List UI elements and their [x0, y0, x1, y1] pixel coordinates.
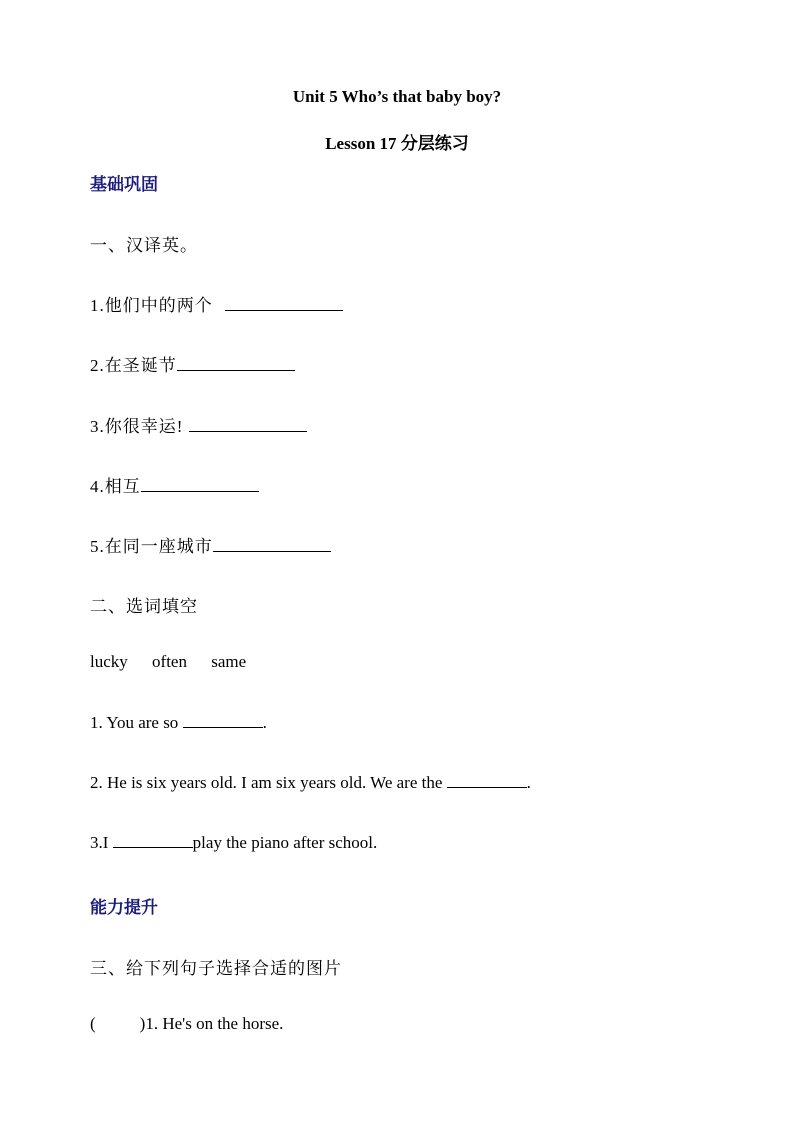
page-subtitle: Lesson 17 分层练习: [325, 134, 469, 153]
question-text-end: play the piano after school.: [192, 833, 378, 852]
answer-blank[interactable]: [213, 537, 331, 552]
question-text-end: .: [526, 773, 531, 792]
question-text: )1. He's on the horse.: [139, 1014, 284, 1033]
answer-blank[interactable]: [141, 477, 259, 492]
answer-blank[interactable]: [177, 356, 295, 371]
answer-blank[interactable]: [183, 713, 263, 728]
question-text: 1. You are so: [90, 713, 183, 732]
fill-question-3: [90, 833, 377, 853]
answer-blank[interactable]: [225, 296, 343, 311]
fill-question-1: [90, 713, 267, 733]
part1-heading: 一、汉译英。: [90, 236, 198, 255]
word-bank-item: same: [211, 652, 247, 671]
part2-heading: 二、选词填空: [90, 597, 198, 616]
answer-blank[interactable]: [113, 833, 193, 848]
question-text: 2. He is six years old. I am six years old. We are the: [90, 773, 447, 792]
picture-question-1: [90, 1014, 283, 1034]
section-heading-advanced: 能力提升: [90, 898, 158, 917]
item-text: 2.在圣诞节: [90, 356, 177, 375]
item-text: 1.他们中的两个: [90, 296, 213, 315]
item-text: 5.在同一座城市: [90, 537, 213, 556]
question-text: 3.I: [90, 833, 113, 852]
answer-blank[interactable]: [189, 417, 307, 432]
fill-question-2: [90, 773, 531, 793]
word-bank-item: often: [152, 652, 187, 671]
section-heading-basic: 基础巩固: [90, 175, 158, 194]
translation-item-3: [90, 412, 307, 437]
answer-blank[interactable]: [447, 773, 527, 788]
page-title: Unit 5 Who’s that baby boy?: [292, 87, 502, 106]
part3-heading: 三、给下列句子选择合适的图片: [90, 959, 342, 978]
translation-item-1: [90, 291, 343, 316]
word-bank-item: lucky: [90, 652, 128, 671]
translation-item-4: [90, 472, 259, 497]
question-text-end: .: [262, 713, 267, 732]
word-bank: [90, 652, 266, 672]
answer-bracket-open: (: [90, 1014, 96, 1033]
item-text: 4.相互: [90, 477, 141, 496]
translation-item-2: [90, 351, 295, 376]
item-text: 3.你很幸运!: [90, 417, 184, 436]
translation-item-5: [90, 532, 331, 557]
